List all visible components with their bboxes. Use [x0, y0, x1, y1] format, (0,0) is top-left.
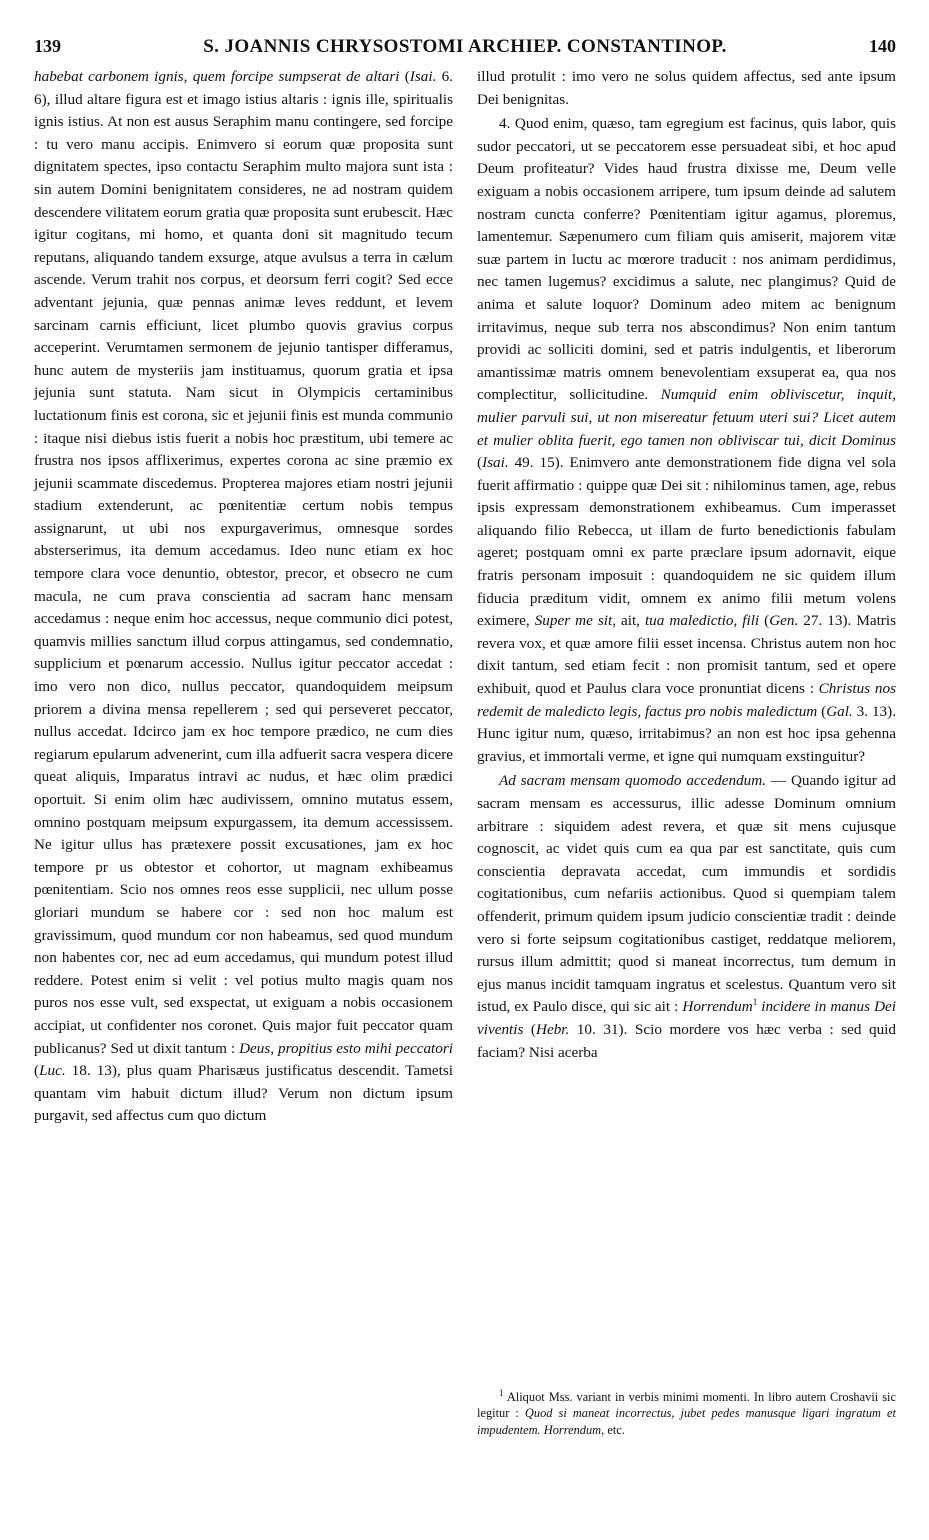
italic-text: Gen. — [769, 612, 799, 630]
italic-text: Isai. — [409, 68, 437, 85]
right-column — [477, 66, 896, 1064]
text-run: 18. 13), plus quam Pharisæus justificatus descendit. Tametsi quantam vim habuit dictum illud? Verum non dictum ipsum purgavit, sed affectus cum quo dictum — [34, 1062, 453, 1125]
text-run: illud protulit : imo vero ne solus quidem affectus, sed ante ipsum Dei benignitas. — [477, 68, 896, 108]
text-run: ( — [477, 454, 483, 472]
page-number-left: 139 — [34, 36, 61, 56]
text-run: 6. 6), illud altare figura est et imago istius altaris : ignis ille, spiritualis ignis istius. At non est ausus Seraphim manu contingere, sed forcipe : tu vero manu accipis. Enimvero si eorum quæ proposita sunt dignitatem spectes, ipso contactu Seraphim multo majora sunt ista : sin autem Domini benignitatem consideres, ne ad nostram quidem descendere vilitatem eorum gratia quæ proposita sunt erubescit. Hæc igitur cogitans, mi homo, et quanta doni sit magnitudo tecum reputans, aliquando tandem exsurge, atque avulsus a terra in cælum ascende. Verum trahit nos corpus, et deorsum ferri cogit? Sed ecce adventant jejunia, quæ pennas animæ leves reddunt, et levem sarcinam carnis efficiunt, licet plumbo quovis gravius corpus acceperint. Verumtamen sermonem de jejunio tantisper differamus, hunc autem de mysteriis jam instituamus, quorum gratia et ipsa jejunia sunt statuta. Nam sicut in Olympicis certaminibus luctationum finis est corona, sic et jejunii finis est munda communio : itaque nisi diebus istis fuerit a nobis hoc præstitum, ubi temere ac frustra nos ipsos afflixerimus, expertes corona ac sine præmio ex jejunii scammate discedemus. Propterea majores etiam nostri jejunii stadium extenderunt, ac pœnitentiæ certum nobis tempus assignarunt, ut ubi nos expurgaverimus, omnesque sordes absterserimus, ita demum accedamus. Ideo nunc etiam ex hoc tempore clara voce denuntio, obtestor, precor, et obsecro ne cum macula, ne cum prava conscientia ad sacram hanc mensam accedamus : neque enim hoc accessus, neque communio dici potest, quamvis millies sanctum illud corpus attingamus, sed condemnatio, supplicium et pœnarum accessio. Nullus igitur peccator accedat : imo vero non dico, nullus peccator, quandoquidem meipsum priorem a divina mensa repellerem ; sed qui perseveret peccator, nullus accedat. Idcirco jam ex hoc tempore prædico, ne cum dies regiarum epularum advenerint, cum illa adfuerit sacra vespera dicere queat aliquis, Imparatus intravi ac nudus, et hæc olim prædici oportuit. Si enim olim hæc audivissem, omnino mutatus essem, omnino postquam meipsum expurgassem, ita demum accessissem. Ne igitur ullus has prætexere possit excusationes, jam ex hoc tempore pr us obtestor et cohortor, ut magnam exhibeamus pœnitentiam. Scio nos omnes reos esse supplicii, nec ullum posse gloriari mundum se habere cor : sed non hoc malum est gravissimum, quod mundum cor non habeamus, sed quod mundum non habentes cor, nec ad eum accedamus, qui mundum potest illud reddere. Potest enim si velit : vel potius multo magis quam nos puros nos esse vult, sed exspectat, ut exiguam a nobis occasionem accipiat, ut confidenter nos coronet. Quis major fuit peccator quam publicanus? Sed ut dixit tantum : — [34, 68, 453, 1057]
italic-text: Super me sit — [534, 612, 613, 630]
text-run: ( — [399, 68, 410, 85]
italic-text: Hebr. — [535, 1020, 570, 1038]
left-column — [34, 66, 453, 1128]
text-run: , etc. — [601, 1422, 625, 1437]
italic-text: habebat carbonem ignis, quem forcipe sumpserat de altari — [34, 68, 400, 85]
paragraph — [477, 770, 896, 1064]
footnote-marker: 1 — [752, 997, 758, 1008]
text-run: ( — [34, 1062, 40, 1080]
italic-text: Numquid enim obliviscetur, inquit, mulier parvuli sui, ut non misereatur fetuum uteri sui? Licet autem et mulier oblita fuerit, ego tamen non obliviscar tui, dicit Dominus — [477, 386, 896, 449]
page-header — [34, 36, 896, 64]
italic-text: Quod si maneat incorrectus, jubet pedes manusque ligari ingratum et impudentem. Horrendum — [477, 1406, 896, 1437]
text-run: 27. 13). Matris revera vox, et quæ amore filii esset incensa. Christus autem non hoc dixit tantum, sed etiam fecit : non promisit tantum, sed et opere exhibuit, quod et Paulus clara voce pronuntiat dicens : — [477, 612, 896, 698]
paragraph — [477, 66, 896, 111]
text-run: ( — [817, 702, 827, 720]
page-number-right: 140 — [869, 36, 896, 56]
italic-text: Horrendum — [682, 998, 753, 1016]
text-run: ( — [523, 1020, 536, 1038]
italic-text: Gal. — [826, 702, 853, 720]
italic-text: Isai. — [482, 454, 509, 472]
italic-text: Luc. — [39, 1062, 66, 1080]
paragraph — [34, 66, 453, 1128]
text-run: ( — [759, 612, 770, 630]
italic-text: tua maledictio, fili — [644, 612, 760, 630]
text-run: , ait, — [612, 612, 645, 630]
italic-text: Ad sacram mensam quomodo accedendum. — [499, 772, 767, 790]
footnote-text — [477, 1389, 896, 1438]
footnote-marker: 1 — [499, 1387, 504, 1398]
footnote — [477, 1389, 896, 1438]
text-run: — Quando igitur ad sacram mensam es accessurus, illic adesse Dominum omnium arbitrare : siquidem adest revera, et quæ sit mens cujusque cognoscit, ac videt quis cum ea qua par est sanctitate, quis cum conscientia depravata accedat, cum immundis et sordidis cogitationibus, cum nefariis actionibus. Quod si quempiam talem offenderit, primum quidem ipsum judicio conscientiæ tradit : deinde vero si forte seipsum cogitationibus castiget, reddatque meliorem, rursus illum admittit; quod si maneat incorrectus, tum demum in ejus manus incidit tamquam ingratus et scelestus. Quantum vero sit istud, ex Paulo disce, qui sic ait : — [477, 772, 897, 1016]
running-title: S. JOANNIS CHRYSOSTOMI ARCHIEP. CONSTANTINOP. — [203, 36, 727, 57]
text-run: Aliquot Mss. variant in verbis minimi momenti. In libro autem Croshavii sic legitur : — [477, 1390, 896, 1421]
text-run: 10. 31). Scio mordere vos hæc verba : sed quid faciam? Nisi acerba — [477, 1020, 896, 1061]
paragraph — [477, 113, 896, 768]
italic-text: Christus nos redemit de maledicto legis, factus pro nobis maledictum — [477, 680, 896, 720]
italic-text: incidere in manus Dei viventis — [477, 998, 896, 1038]
italic-text: Deus, propitius esto mihi peccatori — [239, 1039, 453, 1057]
text-run: 3. 13). Hunc igitur num, quæso, irritabimus? an non est hoc ipsa gehenna gravius, et immortali verme, et igne qui numquam exstinguitur? — [477, 702, 896, 765]
text-run: 4. Quod enim, quæso, tam egregium est facinus, quis labor, quis sudor peccatori, ut se peccatorem esse persuadeat sibi, et hoc apud Deum profiteatur? Vides haud frustra dixisse me, Deum velle exiguam a nobis occasionem arripere, tum ipsum deinde ad salutem nostram cuncta conferre? Pœnitentiam igitur agamus, ploremus, lamentemur. Sæpenumero cum filiam quis amiserit, majorem vitæ suæ partem in luctu ac mœrore traducit : nos animam perdidimus, nec tamen lugemus? excidimus a salute, nec plangimus? Quid de anima et salute loquor? Dominum adeo mitem ac benignum irritavimus, neque sub terra nos abscondimus? Non enim tantum providi ac solliciti domini, sed et patris indulgentis, et liberorum amantissimæ matris omnem benevolentiam exsuperat ea, qua nos complectitur, sollicitudine. — [477, 115, 896, 404]
text-run: 49. 15). Enimvero ante demonstrationem fide digna vel sola fuerit affirmatio : quippe quæ Dei sit : nihilominus tamen, age, rebus ipsis expressam demonstrationem exhibeamus. Cum imperasset aliquando filio Rebecca, ut illam de furto benedictionis fabulam ageret; postquam omni ex parte præclare ipsum adornavit, eique fratris personam imposuit : quandoquidem ne sic quidem illum fiducia præditum vidit, omnem ex animo filii metum volens eximere, — [477, 454, 896, 630]
